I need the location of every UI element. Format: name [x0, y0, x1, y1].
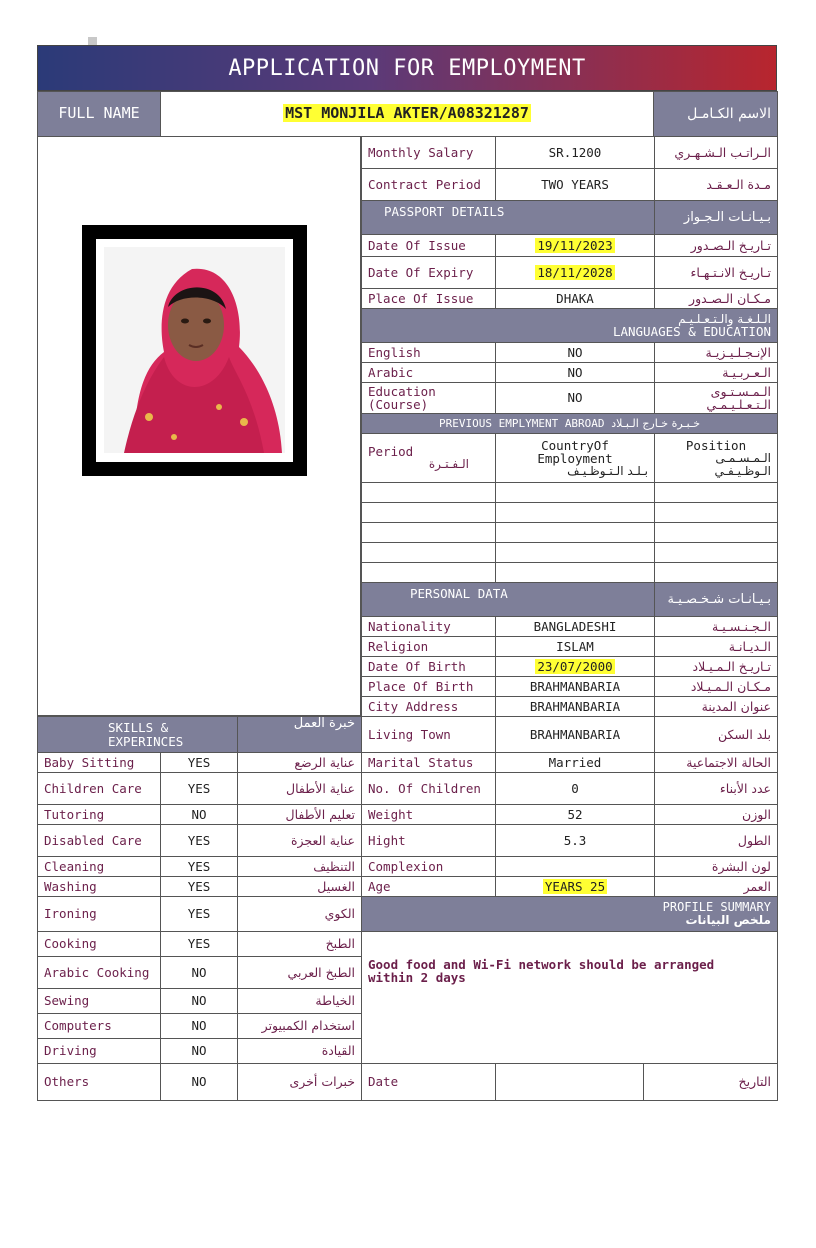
full-name-value	[161, 92, 654, 137]
contract-period-value: TWO YEARS	[496, 169, 655, 201]
place-of-issue-value: DHAKA	[496, 289, 655, 309]
date-label-ar: التاريخ	[644, 1064, 778, 1101]
skill-label-ar: عناية الرضع	[238, 753, 362, 773]
skill-label: Disabled Care	[38, 825, 161, 857]
skills-table	[37, 716, 362, 1101]
employment-row	[362, 523, 778, 543]
weight-value: 52	[496, 805, 655, 825]
religion-label: Religion	[362, 637, 496, 657]
skill-label-ar: استخدام الكمبيوتر	[238, 1014, 362, 1039]
full-name-text: MST MONJILA AKTER/A08321287	[285, 104, 529, 123]
education-label-ar: الـمـسـتـوى الـتـعـلـيـمـي	[655, 383, 778, 414]
marital-status-value: Married	[496, 753, 655, 773]
place-of-issue-label: Place Of Issue	[362, 289, 496, 309]
living-town-value: BRAHMANBARIA	[496, 717, 655, 753]
city-address-label-ar: عنوان المدينة	[655, 697, 778, 717]
form-title: APPLICATION FOR EMPLOYMENT	[37, 45, 777, 91]
marital-status-label-ar: الحالة الاجتماعية	[655, 753, 778, 773]
country-label: CountryOf Employment	[537, 437, 613, 466]
skill-label: Cleaning	[38, 857, 161, 877]
skill-value: YES	[161, 857, 238, 877]
height-value: 5.3	[496, 825, 655, 857]
salary-table	[361, 136, 778, 717]
skill-label: Ironing	[38, 897, 161, 932]
education-value: NO	[496, 383, 655, 414]
arabic-label-ar: الـعـربـيـة	[655, 363, 778, 383]
contract-period-label-ar: مـدة الـعـقـد	[655, 169, 778, 201]
place-of-issue-label-ar: مـكـان الـصـدور	[655, 289, 778, 309]
complexion-label: Complexion	[362, 857, 496, 877]
skill-label: Children Care	[38, 773, 161, 805]
dob-label-ar: تـاريـخ الـمـيـلاد	[655, 657, 778, 677]
languages-header-cell	[362, 309, 778, 343]
skill-label-ar: الطبخ العربي	[238, 957, 362, 989]
skill-label-ar: عناية الأطفال	[238, 773, 362, 805]
religion-value: ISLAM	[496, 637, 655, 657]
weight-label-ar: الوزن	[655, 805, 778, 825]
place-of-birth-label-ar: مـكـان الـمـيـلاد	[655, 677, 778, 697]
skill-label: Arabic Cooking	[38, 957, 161, 989]
dob-text: 23/07/2000	[537, 658, 613, 674]
prev-employment-header-cell	[362, 414, 778, 434]
dob-value	[496, 657, 655, 677]
skill-label-ar: الكوي	[238, 897, 362, 932]
full-name-table	[37, 91, 778, 137]
expiry-date-label-ar: تـاريـخ الانـتـهـاء	[655, 257, 778, 289]
skill-label-ar: الخياطة	[238, 989, 362, 1014]
skill-value: NO	[161, 989, 238, 1014]
issue-date-label-ar: تـاريـخ الـصـدور	[655, 235, 778, 257]
skill-value: NO	[161, 1014, 238, 1039]
education-label: Education (Course)	[362, 383, 496, 414]
position-header	[655, 434, 778, 483]
country-header	[496, 434, 655, 483]
skill-value: NO	[161, 957, 238, 989]
skills-header: SKILLS & EXPERINCES	[38, 717, 238, 753]
skill-value: NO	[161, 1064, 238, 1101]
english-label: English	[362, 343, 496, 363]
english-label-ar: الإنـجـلـيـزيـة	[655, 343, 778, 363]
nationality-label: Nationality	[362, 617, 496, 637]
skill-value: YES	[161, 753, 238, 773]
issue-date-value	[496, 235, 655, 257]
living-town-label-ar: بلد السكن	[655, 717, 778, 753]
skill-value: YES	[161, 773, 238, 805]
skill-value: NO	[161, 1039, 238, 1064]
skill-label-ar: التنظيف	[238, 857, 362, 877]
languages-header: LANGUAGES & EDUCATION	[612, 324, 771, 340]
age-label: Age	[362, 877, 496, 897]
applicant-portrait-icon	[104, 247, 285, 453]
living-town-label: Living Town	[362, 717, 496, 753]
full-name-label: FULL NAME	[38, 92, 161, 137]
complexion-label-ar: لون البشرة	[655, 857, 778, 877]
skill-label: Tutoring	[38, 805, 161, 825]
skill-label: Sewing	[38, 989, 161, 1014]
monthly-salary-label: Monthly Salary	[362, 137, 496, 169]
arabic-value: NO	[496, 363, 655, 383]
skill-label: Washing	[38, 877, 161, 897]
skill-label: Driving	[38, 1039, 161, 1064]
monthly-salary-label-ar: الـراتـب الـشـهـري	[655, 137, 778, 169]
weight-label: Weight	[362, 805, 496, 825]
children-label-ar: عدد الأبناء	[655, 773, 778, 805]
employment-row	[362, 543, 778, 563]
age-value	[496, 877, 655, 897]
issue-date-text: 19/11/2023	[537, 237, 613, 253]
contract-period-label: Contract Period	[362, 169, 496, 201]
skill-label-ar: القيادة	[238, 1039, 362, 1064]
dob-label: Date Of Birth	[362, 657, 496, 677]
english-value: NO	[496, 343, 655, 363]
place-of-birth-label: Place Of Birth	[362, 677, 496, 697]
profile-header-cell	[362, 897, 778, 932]
skill-label-ar: الطبخ	[238, 932, 362, 957]
issue-date-label: Date Of Issue	[362, 235, 496, 257]
skill-label-ar: خبرات أخرى	[238, 1064, 362, 1101]
skill-label: Baby Sitting	[38, 753, 161, 773]
period-header	[362, 434, 496, 483]
marital-status-label: Marital Status	[362, 753, 496, 773]
skill-value: YES	[161, 897, 238, 932]
religion-label-ar: الـديـانـة	[655, 637, 778, 657]
skill-value: YES	[161, 825, 238, 857]
full-name-label-ar: الاسم الكـامـل	[654, 92, 778, 137]
date-label: Date	[362, 1064, 496, 1101]
personal-header-ar: بـيـانـات شـخـصـيـة	[655, 583, 778, 617]
skill-value: NO	[161, 805, 238, 825]
skill-label-ar: عناية العجزة	[238, 825, 362, 857]
nationality-label-ar: الـجـنـسـيـة	[655, 617, 778, 637]
children-value: 0	[496, 773, 655, 805]
age-label-ar: العمر	[655, 877, 778, 897]
employment-row	[362, 483, 778, 503]
profile-header-ar: ملخص البيانات	[685, 913, 771, 927]
city-address-value: BRAHMANBARIA	[496, 697, 655, 717]
expiry-date-text: 18/11/2028	[537, 264, 613, 280]
monthly-salary-value: SR.1200	[496, 137, 655, 169]
place-of-birth-value: BRAHMANBARIA	[496, 677, 655, 697]
skill-label: Others	[38, 1064, 161, 1101]
age-text: YEARS 25	[544, 878, 606, 894]
skill-value: YES	[161, 877, 238, 897]
height-label-ar: الطول	[655, 825, 778, 857]
date-value	[496, 1064, 644, 1101]
position-label-ar: الـمـسـمـى الـوظـيـفـي	[714, 450, 771, 478]
height-label: Hight	[362, 825, 496, 857]
arabic-label: Arabic	[362, 363, 496, 383]
expiry-date-label: Date Of Expiry	[362, 257, 496, 289]
skills-header-ar: خبرة العمل	[238, 717, 362, 753]
personal-more-table	[361, 716, 778, 1064]
languages-header-ar: الـلـغـة والـتـعـلـيـم	[678, 311, 771, 326]
children-label: No. Of Children	[362, 773, 496, 805]
passport-header: PASSPORT DETAILS	[362, 201, 655, 235]
applicant-photo	[104, 247, 285, 453]
position-label: Position	[685, 437, 747, 453]
complexion-value	[496, 857, 655, 877]
personal-header: PERSONAL DATA	[362, 583, 655, 617]
skill-label: Cooking	[38, 932, 161, 957]
city-address-label: City Address	[362, 697, 496, 717]
skill-label-ar: الغسيل	[238, 877, 362, 897]
skill-label: Computers	[38, 1014, 161, 1039]
profile-header: PROFILE SUMMARY	[662, 900, 771, 915]
skill-label-ar: تعليم الأطفال	[238, 805, 362, 825]
employment-row	[362, 503, 778, 523]
prev-employment-header: PREVIOUS EMPLYMENT ABROAD	[438, 416, 605, 430]
employment-row	[362, 563, 778, 583]
expiry-date-value	[496, 257, 655, 289]
period-label: Period	[368, 444, 414, 460]
country-label-ar: بـلـد الـتـوظـيـف	[567, 463, 648, 478]
period-label-ar: الـفـتـرة	[428, 457, 469, 472]
nationality-value: BANGLADESHI	[496, 617, 655, 637]
skill-value: YES	[161, 932, 238, 957]
prev-employment-header-ar: خـبـرة خـارج الـبـلاد	[611, 416, 700, 430]
date-table	[361, 1063, 778, 1101]
passport-header-ar: بـيـانـات الـجـواز	[655, 201, 778, 235]
profile-summary-text: Good food and Wi-Fi network should be arranged within 2 days	[362, 932, 778, 1064]
